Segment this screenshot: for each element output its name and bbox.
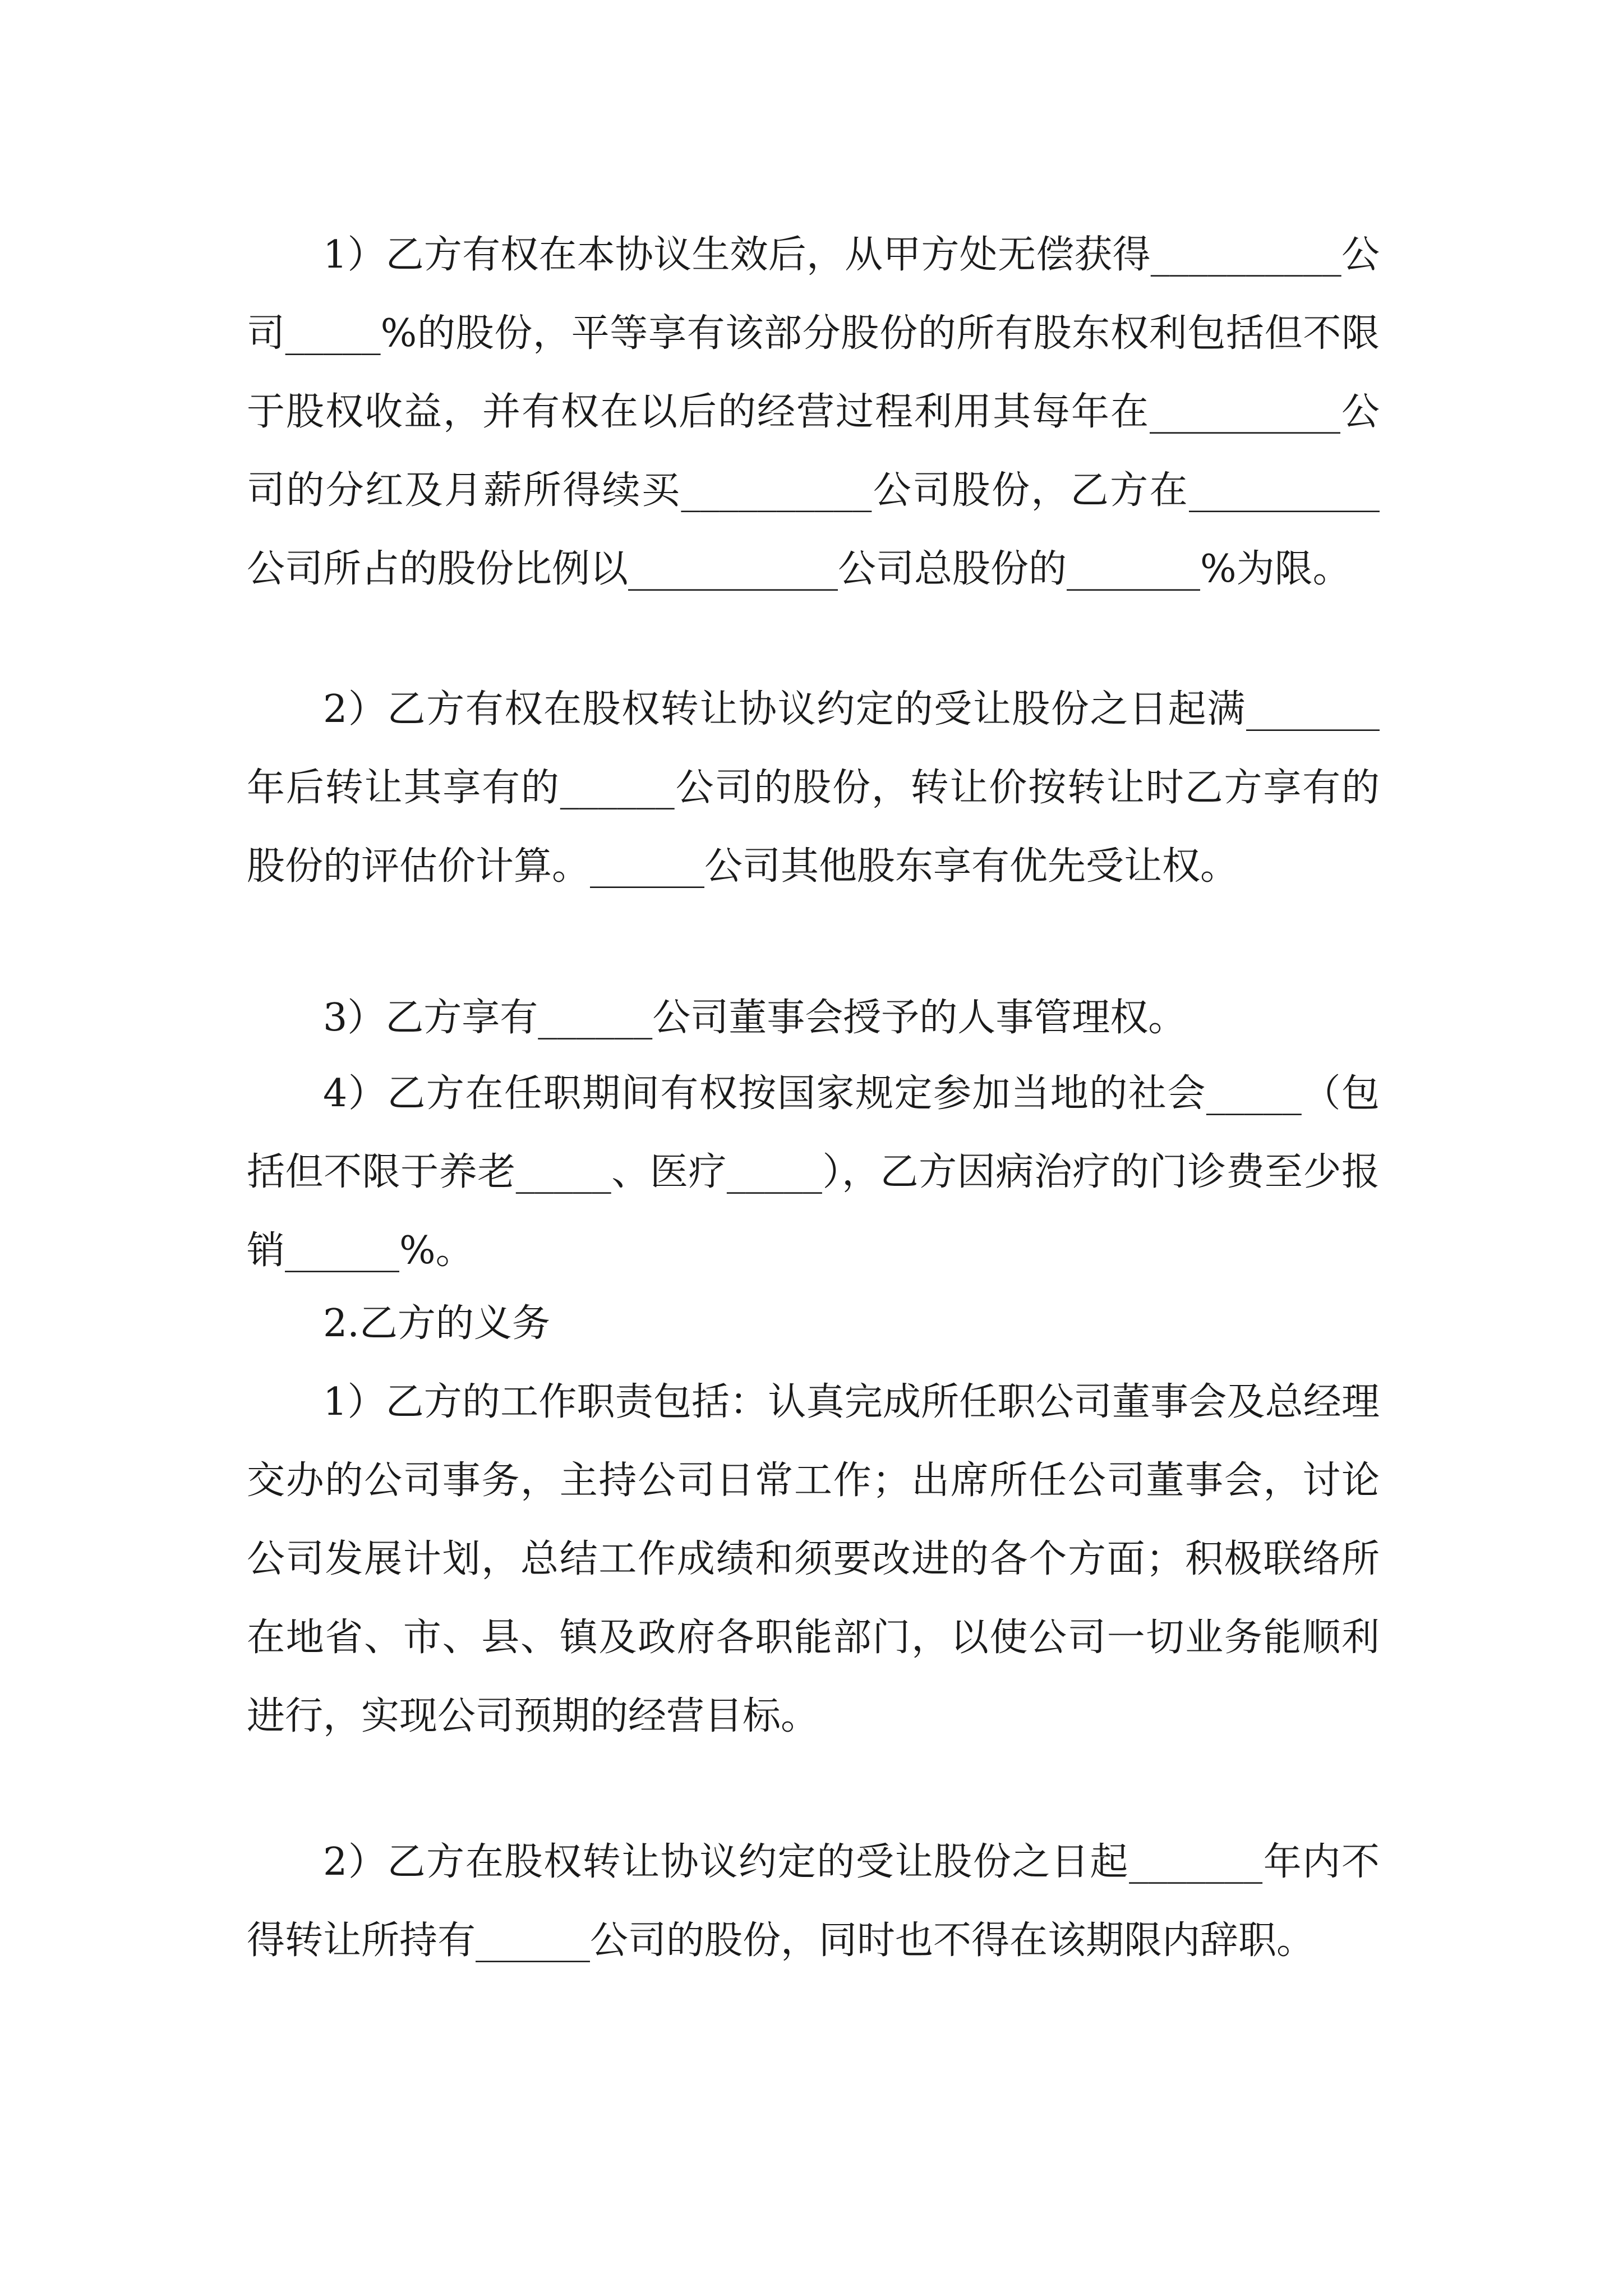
paragraph-obligation-2-lockup: 2）乙方在股权转让协议约定的受让股份之日起_______年内不得转让所持有______公司的股份，同时也不得在该期限内辞职。 <box>247 1840 1380 1963</box>
section-heading-obligations: 2.乙方的义务 <box>323 1301 550 1346</box>
paragraph-right-2-share-transfer: 2）乙方有权在股权转让协议约定的受让股份之日起满_______年后转让其享有的______公司的股份，转让价按转让时乙方享有的股份的评估价计算。______公司其他股东享有优先受让权。 <box>247 687 1380 889</box>
paragraph-right-1-share-grant: 1）乙方有权在本协议生效后，从甲方处无偿获得__________公司_____%的股份，平等享有该部分股份的所有股东权利包括但不限于股权收益，并有权在以后的经营过程利用其每年在__________公司的分红及月薪所得续买__________公司股份，乙方在__________公司所占的股份比例以___________公司总股份的_______%为限。 <box>247 233 1380 591</box>
paragraph-right-4-social-insurance: 4）乙方在任职期间有权按国家规定参加当地的社会_____（包括但不限于养老_____、医疗_____），乙方因病治疗的门诊费至少报销______%。 <box>247 1071 1380 1273</box>
paragraph-obligation-1-duties: 1）乙方的工作职责包括：认真完成所任职公司董事会及总经理交办的公司事务，主持公司日常工作；出席所任公司董事会，讨论公司发展计划，总结工作成绩和须要改进的各个方面；积极联络所在地省、市、县、镇及政府各职能部门，以使公司一切业务能顺利进行，实现公司预期的经营目标。 <box>247 1380 1380 1738</box>
paragraph-right-3-personnel-power: 3）乙方享有______公司董事会授予的人事管理权。 <box>323 996 1187 1040</box>
